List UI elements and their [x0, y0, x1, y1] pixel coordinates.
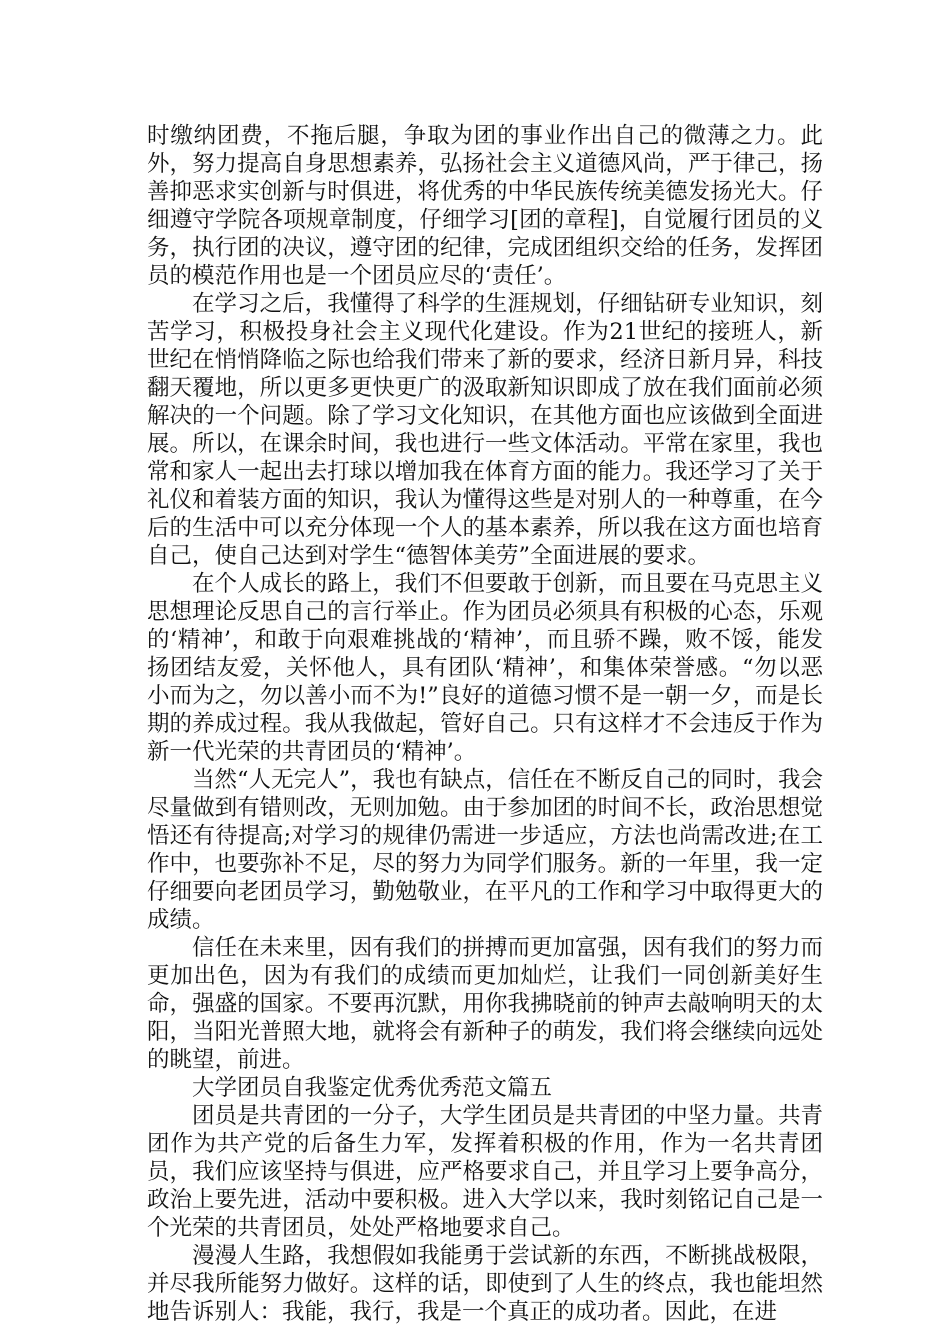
section-heading: 大学团员自我鉴定优秀优秀范文篇五: [192, 1075, 553, 1101]
paragraph-2: 在学习之后，我懂得了科学的生涯规划，仔细钻研专业知识，刻苦学习，积极投身社会主义现代化建设。作为21世纪的接班人，新世纪在悄悄降临之际也给我们带来了新的要求，经济日新月异，科技翻天覆地，所以更多更快更广的汲取新知识即成了放在我们面前必须解决的一个问题。除了学习文化知识，在其他方面也应该做到全面进展。所以，在课余时间，我也进行一些文体活动。平常在家里，我也常和家人一起出去打球以增加我在体育方面的能力。我还学习了关于礼仪和着装方面的知识，我认为懂得这些是对别人的一种尊重，在今后的生活中可以充分体现一个人的基本素养，所以我在这方面也培育自己，使自己达到对学生“德智体美劳”全面进展的要求。: [147, 291, 823, 569]
paragraph-7: 漫漫人生路，我想假如我能勇于尝试新的东西，不断挑战极限，并尽我所能努力做好。这样的话，即使到了人生的终点，我也能坦然地告诉别人：我能，我行，我是一个真正的成功者。因此，在进: [147, 1243, 823, 1325]
paragraph-5: 信任在未来里，因有我们的拼搏而更加富强，因有我们的努力而更加出色，因为有我们的成绩而更加灿烂，让我们一同创新美好生命，强盛的国家。不要再沉默，用你我拂晓前的钟声去敲响明天的太阳，当阳光普照大地，就将会有新种子的萌发，我们将会继续向远处的眺望，前进。: [147, 935, 823, 1073]
document-page: [147, 122, 823, 1326]
paragraph-6: 团员是共青团的一分子，大学生团员是共青团的中坚力量。共青团作为共产党的后备生力军，发挥着积极的作用，作为一名共青团员，我们应该坚持与俱进，应严格要求自己，并且学习上要争高分，政治上要先进，活动中要积极。进入大学以来，我时刻铭记自己是一个光荣的共青团员，处处严格地要求自己。: [147, 1103, 823, 1241]
paragraph-1: 时缴纳团费，不拖后腿，争取为团的事业作出自己的微薄之力。此外，努力提高自身思想素养，弘扬社会主义道德风尚，严于律己，扬善抑恶求实创新与时俱进，将优秀的中华民族传统美德发扬光大。仔细遵守学院各项规章制度，仔细学习[团的章程]，自觉履行团员的义务，执行团的决议，遵守团的纪律，完成团组织交给的任务，发挥团员的模范作用也是一个团员应尽的‘责任’。: [147, 123, 823, 289]
paragraph-4: 当然“人无完人”，我也有缺点，信任在不断反自己的同时，我会尽量做到有错则改，无则加勉。由于参加团的时间不长，政治思想觉悟还有待提高;对学习的规律仍需进一步适应，方法也尚需改进;在工作中，也要弥补不足，尽的努力为同学们服务。新的一年里，我一定仔细要向老团员学习，勤勉敬业，在平凡的工作和学习中取得更大的成绩。: [147, 767, 823, 933]
paragraph-3: 在个人成长的路上，我们不但要敢于创新，而且要在马克思主义思想理论反思自己的言行举止。作为团员必须具有积极的心态，乐观的‘精神’，和敢于向艰难挑战的‘精神’，而且骄不躁，败不馁，能发扬团结友爱，关怀他人，具有团队‘精神’，和集体荣誉感。“勿以恶小而为之，勿以善小而不为!”良好的道德习惯不是一朝一夕，而是长期的养成过程。我从我做起，管好自己。只有这样才不会违反于作为新一代光荣的共青团员的‘精神’。: [147, 571, 823, 765]
